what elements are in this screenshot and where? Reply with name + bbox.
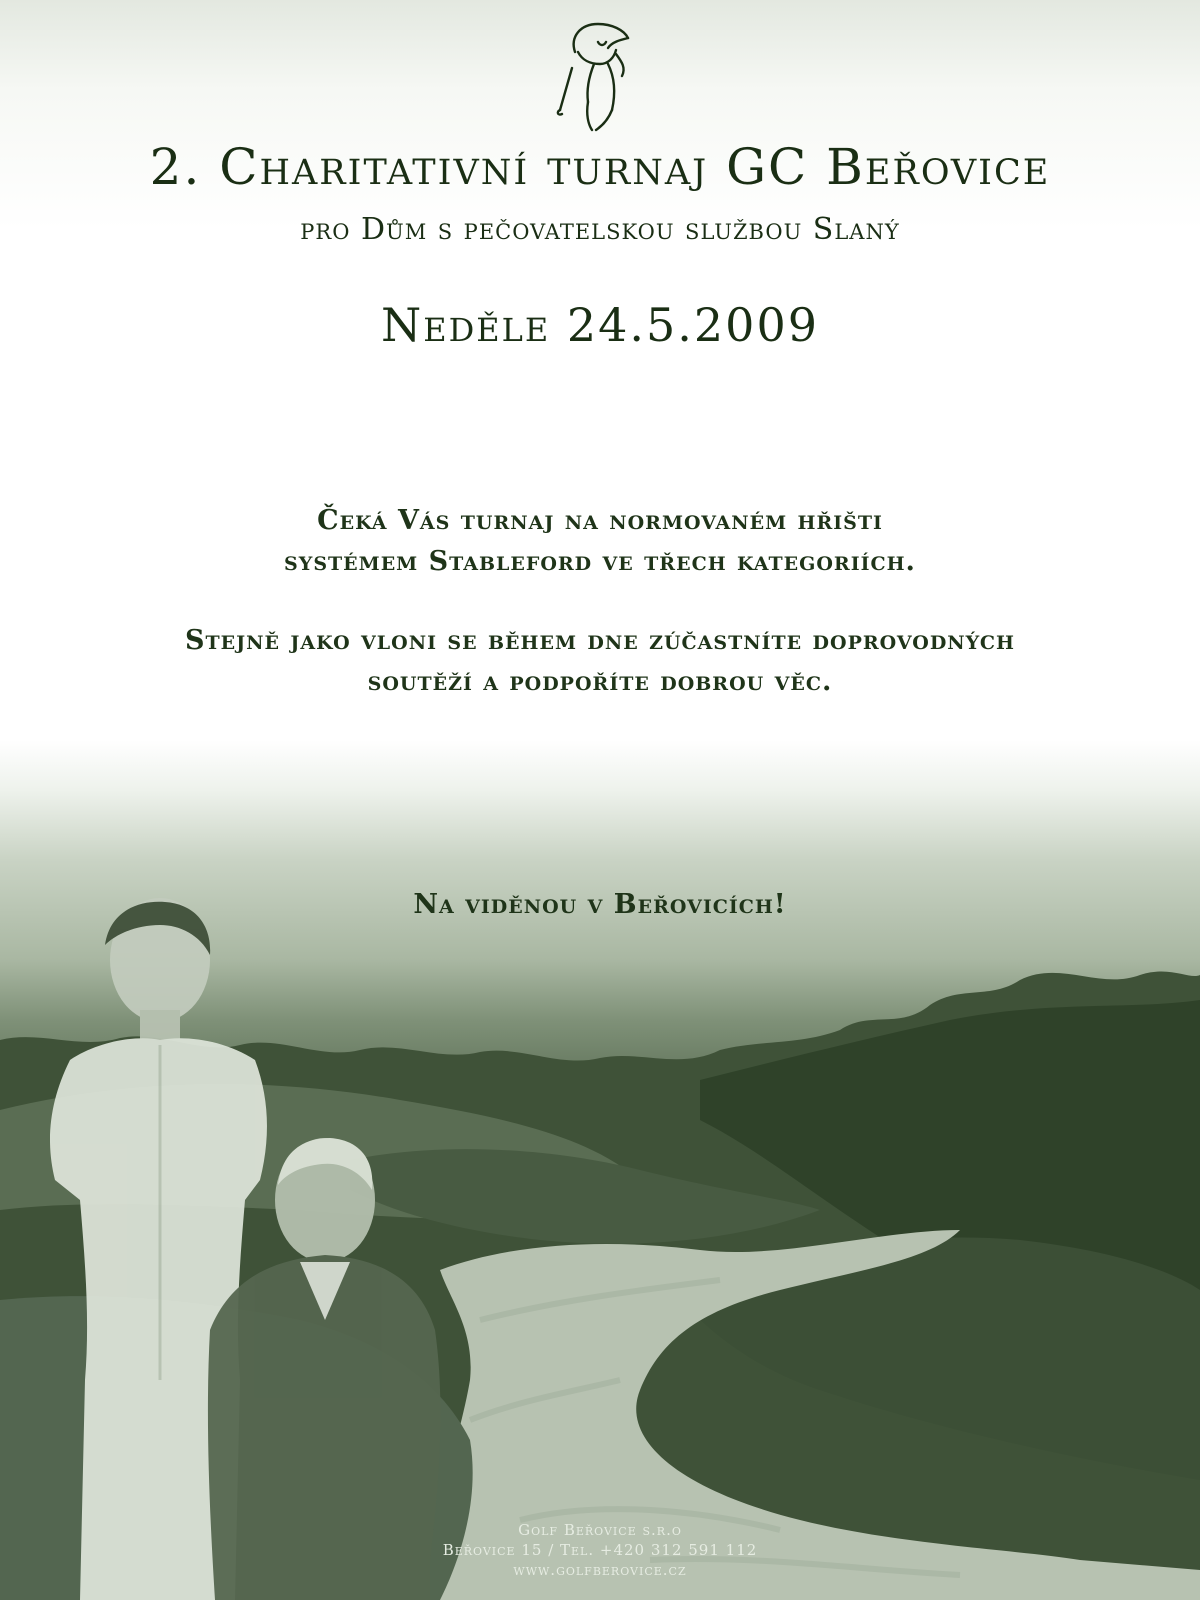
farewell-text: Na viděnou v Beřovicích! bbox=[413, 889, 787, 920]
description-paragraph-2 bbox=[0, 620, 1200, 702]
footer-website: www.golfberovice.cz bbox=[513, 1561, 687, 1579]
paragraph-line: soutěží a podpoříte dobrou věc. bbox=[367, 666, 833, 697]
footer-company: Golf Beřovice s.r.o bbox=[518, 1521, 682, 1539]
footer-contact bbox=[0, 1520, 1200, 1580]
paragraph-line: Stejně jako vloni se během dne zúčastníte doprovodných bbox=[185, 625, 1015, 656]
event-subtitle: pro Dům s pečovatelskou službou Slaný bbox=[300, 212, 900, 247]
footer-address: Beřovice 15 / Tel. +420 312 591 112 bbox=[442, 1541, 758, 1559]
event-title: 2. Charitativní turnaj GC Beřovice bbox=[149, 138, 1051, 196]
description-paragraph-1 bbox=[0, 500, 1200, 582]
event-date: Neděle 24.5.2009 bbox=[381, 298, 819, 352]
paragraph-line: Čeká Vás turnaj na normovaném hřišti bbox=[317, 505, 883, 536]
golfer-icon bbox=[550, 12, 650, 137]
paragraph-line: systémem Stableford ve třech kategoriích. bbox=[284, 546, 916, 577]
